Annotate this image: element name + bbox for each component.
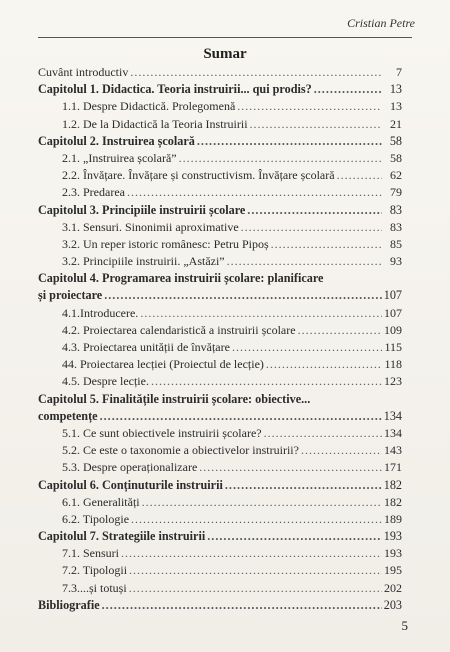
dot-leader [271, 236, 382, 253]
dot-leader [337, 167, 382, 184]
toc-entry-title: Capitolul 3. Principiile instruirii școlare [38, 202, 246, 217]
toc-entry-title: 6.1. Generalități [62, 494, 140, 509]
toc-page-number: 134 [384, 425, 402, 440]
toc-title: Sumar [203, 46, 247, 62]
dot-leader [264, 425, 382, 442]
toc-page-number: 13 [390, 99, 402, 114]
toc-page-number: 83 [389, 202, 402, 217]
dot-leader [142, 494, 382, 511]
toc-chapter-row [38, 81, 402, 98]
toc-section-row [38, 425, 402, 442]
toc-entry-title: 2.2. Învățare. Învățare și constructivism. Învățare școlară [62, 168, 335, 183]
toc-page-number: 193 [384, 546, 402, 561]
dot-leader [250, 116, 382, 133]
dot-leader [197, 133, 382, 150]
dot-leader [127, 184, 382, 201]
toc-section-row [38, 373, 402, 390]
toc-chapter-row [38, 597, 402, 614]
dot-leader [237, 98, 382, 115]
dot-leader [129, 562, 382, 579]
toc-page-number: 193 [383, 529, 402, 544]
toc-entry-title: 1.2. De la Didactică la Teoria Instruirii [62, 116, 248, 131]
toc-chapter-row [38, 408, 402, 425]
toc-entry-title: 3.1. Sensuri. Sinonimii aproximative [62, 219, 239, 234]
toc-entry-title: Cuvânt introductiv [38, 65, 129, 79]
toc-page-number: 107 [384, 305, 402, 320]
running-header-author: Cristian Petre [347, 16, 415, 30]
toc-chapter-row [38, 528, 402, 545]
toc-entry-title: Bibliografie [38, 597, 100, 612]
toc-entry-title: 2.1. „Instruirea școlară” [62, 150, 177, 165]
toc-page-number: 143 [384, 443, 402, 458]
toc-page-number: 107 [383, 288, 402, 303]
toc-entry-title: 5.2. Ce este o taxonomie a obiectivelor instruirii? [62, 443, 299, 458]
toc-section-row [38, 494, 402, 511]
toc-entry-title: 2.3. Predarea [62, 185, 125, 200]
toc-entry-title: 4.2. Proiectarea calendaristică a instruirii școlare [62, 322, 296, 337]
toc-page-number: 134 [383, 408, 402, 423]
dot-leader [121, 545, 382, 562]
page-number: 5 [401, 618, 408, 633]
toc-section-row [38, 98, 402, 115]
dot-leader [179, 150, 382, 167]
toc-section-row [38, 150, 402, 167]
dot-leader [227, 253, 382, 270]
toc-page-number: 203 [383, 597, 402, 612]
toc-page-number: 195 [384, 563, 402, 578]
toc-chapter-row [38, 287, 402, 304]
toc-section-row [38, 545, 402, 562]
dot-leader [102, 597, 382, 614]
toc-page-number: 182 [384, 494, 402, 509]
toc-entry-title: 1.1. Despre Didactică. Prolegomenă [62, 99, 236, 114]
toc-section-row [38, 184, 402, 201]
toc-page-number: 58 [390, 150, 402, 165]
toc-entry-title: 6.2. Tipologie [62, 511, 130, 526]
toc-chapter-row [38, 270, 402, 287]
toc-section-row [38, 236, 402, 253]
toc-entry-title: și proiectare [38, 288, 103, 303]
toc-entry-title: Capitolul 1. Didactica. Teoria instruirii... qui prodis? [38, 82, 312, 97]
toc-entry-title: 7.2. Tipologii [62, 563, 128, 578]
toc-section-row [38, 219, 402, 236]
toc-entry-title: 5.3. Despre operaționalizare [62, 460, 198, 475]
toc-page-number: 85 [390, 236, 402, 251]
dot-leader [104, 287, 382, 304]
dot-leader [298, 322, 382, 339]
toc-page-number: 182 [383, 477, 402, 492]
dot-leader [301, 442, 382, 459]
toc-section-row [38, 253, 402, 270]
toc-section-row [38, 116, 402, 133]
toc-entry-title: Capitolul 6. Conținuturile instruirii [38, 477, 223, 492]
dot-leader [131, 511, 382, 528]
toc-chapter-row [38, 202, 402, 219]
dot-leader [140, 305, 382, 322]
toc-entry-row [38, 64, 402, 81]
toc-page-number: 202 [384, 580, 402, 595]
toc-section-row [38, 167, 402, 184]
toc-page-number: 93 [390, 254, 402, 269]
toc-page-number: 58 [389, 133, 402, 148]
toc-section-row [38, 511, 402, 528]
toc-section-row [38, 442, 402, 459]
toc-section-row [38, 322, 402, 339]
toc-entry-title: 4.1.Introducere. [62, 305, 139, 320]
toc-section-row [38, 580, 402, 597]
toc-page-number: 115 [384, 340, 402, 354]
toc-entry-title: Capitolul 5. Finalitățile instruirii școlare: obiective... [38, 391, 311, 406]
toc-page-number: 13 [389, 82, 402, 97]
dot-leader [241, 219, 382, 236]
toc-page-number: 79 [390, 185, 402, 200]
toc-entry-title: 7.3....și totuși [62, 580, 127, 595]
table-of-contents [38, 64, 402, 614]
toc-entry-title: 3.2. Un reper istoric românesc: Petru Pipoș [62, 236, 269, 251]
header-rule [38, 37, 412, 38]
toc-entry-title: 3.2. Principiile instruirii. „Astăzi” [62, 254, 225, 269]
toc-entry-title: 4.3. Proiectarea unității de învățare [62, 340, 230, 354]
toc-page-number: 62 [390, 168, 402, 183]
toc-page-number: 21 [390, 116, 402, 131]
toc-entry-title: 44. Proiectarea lecției (Proiectul de lecție) [62, 357, 264, 372]
dot-leader [199, 459, 382, 476]
toc-entry-title: Capitolul 7. Strategiile instruirii [38, 529, 206, 544]
toc-page-number: 118 [384, 357, 402, 372]
toc-page-number: 189 [384, 511, 402, 526]
toc-page-number: 7 [396, 65, 402, 79]
toc-page-number: 123 [384, 374, 402, 389]
dot-leader [130, 64, 382, 81]
dot-leader [266, 356, 382, 373]
toc-entry-title: 5.1. Ce sunt obiectivele instruirii școlare? [62, 425, 262, 440]
toc-entry-title: Capitolul 2. Instruirea școlară [38, 133, 195, 148]
toc-section-row [38, 305, 402, 322]
dot-leader [100, 408, 382, 425]
dot-leader [129, 580, 382, 597]
toc-entry-title: 4.5. Despre lecție. [62, 374, 149, 389]
toc-chapter-row [38, 477, 402, 494]
toc-entry-title: 7.1. Sensuri [62, 546, 119, 561]
toc-page-number: 171 [384, 460, 402, 475]
dot-leader [232, 339, 382, 356]
toc-chapter-row [38, 391, 402, 408]
dot-leader [247, 202, 382, 219]
toc-page-number: 83 [390, 219, 402, 234]
toc-page-number: 109 [384, 322, 402, 337]
toc-section-row [38, 339, 402, 356]
toc-section-row [38, 459, 402, 476]
dot-leader [151, 373, 382, 390]
toc-entry-title: competențe [38, 408, 98, 423]
toc-entry-title: Capitolul 4. Programarea instruirii școlare: planificare [38, 271, 324, 286]
dot-leader [207, 528, 381, 545]
dot-leader [314, 81, 382, 98]
dot-leader [225, 477, 382, 494]
toc-section-row [38, 356, 402, 373]
toc-section-row [38, 562, 402, 579]
toc-chapter-row [38, 133, 402, 150]
